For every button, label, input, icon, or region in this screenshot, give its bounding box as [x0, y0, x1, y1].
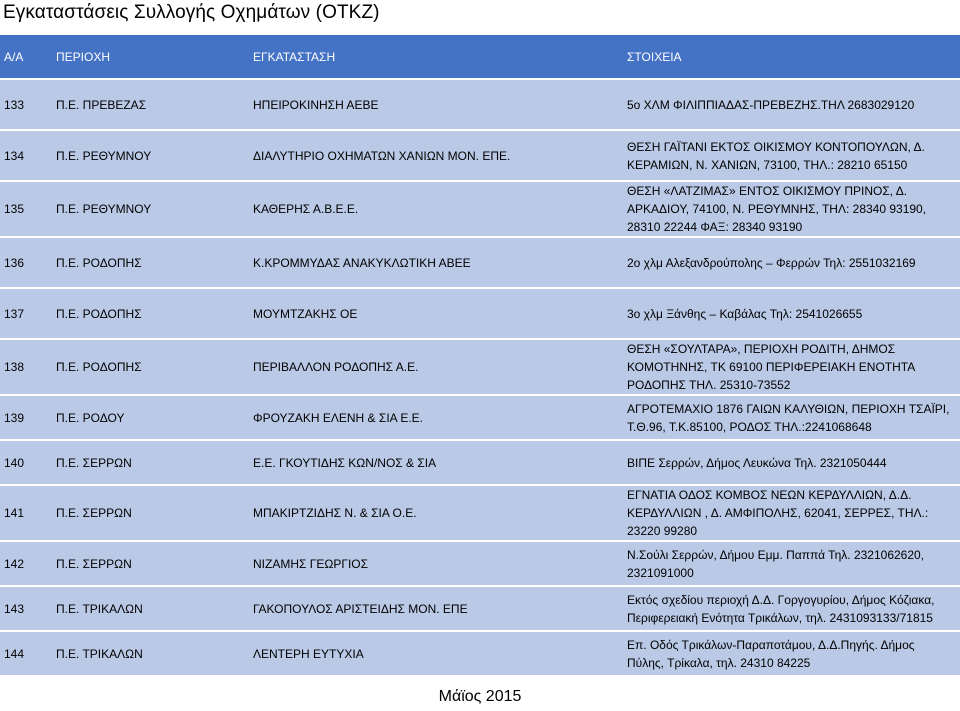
cell-id: 135: [0, 182, 52, 236]
table-header-row: [0, 35, 960, 78]
cell-id: 140: [0, 441, 52, 484]
header-facility: ΕΓΚΑΤΑΣΤΑΣΗ: [249, 35, 623, 78]
cell-details: ΕΓΝΑΤΙΑ ΟΔΟΣ ΚΟΜΒΟΣ ΝΕΩΝ ΚΕΡΔΥΛΛΙΩΝ, Δ.Δ. ΚΕΡΔΥΛΛΙΩΝ , Δ. ΑΜΦΙΠΟΛΗΣ, 62041, ΣΕΡΡΕΣ, ΤΗΛ.: 23220 99280: [623, 486, 960, 540]
cell-facility: ΔΙΑΛΥΤΗΡΙΟ ΟΧΗΜΑΤΩΝ ΧΑΝΙΩΝ ΜΟΝ. ΕΠΕ.: [249, 131, 623, 180]
cell-facility: ΜΟΥΜΤΖΑΚΗΣ ΟΕ: [249, 289, 623, 338]
cell-details: ΒΙΠΕ Σερρών, Δήμος Λευκώνα Τηλ. 2321050444: [623, 441, 960, 484]
table-row: [0, 486, 960, 540]
cell-facility: ΝΙΖΑΜΗΣ ΓΕΩΡΓΙΟΣ: [249, 542, 623, 585]
cell-id: 138: [0, 340, 52, 394]
cell-facility: ΠΕΡΙΒΑΛΛΟΝ ΡΟΔΟΠΗΣ Α.Ε.: [249, 340, 623, 394]
header-id: Α/Α: [0, 35, 52, 78]
cell-region: Π.Ε. ΤΡΙΚΑΛΩΝ: [52, 587, 249, 630]
cell-id: 141: [0, 486, 52, 540]
table-row: [0, 542, 960, 585]
cell-facility: Ε.Ε. ΓΚΟΥΤΙΔΗΣ ΚΩΝ/ΝΟΣ & ΣΙΑ: [249, 441, 623, 484]
cell-details: Εκτός σχεδίου περιοχή Δ.Δ. Γοργογυρίου, Δήμος Κόζιακα, Περιφερειακή Ενότητα Τρικάλων, τηλ. 2431093133/71815: [623, 587, 960, 630]
cell-region: Π.Ε. ΡΟΔΟΥ: [52, 396, 249, 439]
table-row: [0, 131, 960, 180]
cell-facility: Κ.ΚΡΟΜΜΥΔΑΣ ΑΝΑΚΥΚΛΩΤΙΚΗ ΑΒΕΕ: [249, 238, 623, 287]
cell-details: Ν.Σούλι Σερρών, Δήμου Εμμ. Παππά Τηλ. 2321062620, 2321091000: [623, 542, 960, 585]
facilities-table: [0, 33, 960, 677]
table-row: [0, 587, 960, 630]
table-row: [0, 289, 960, 338]
table-row: [0, 632, 960, 675]
table-row: [0, 80, 960, 129]
footer-date: Μάϊος 2015: [438, 688, 522, 705]
cell-region: Π.Ε. ΡΟΔΟΠΗΣ: [52, 289, 249, 338]
cell-facility: ΚΑΘΕΡΗΣ Α.Β.Ε.Ε.: [249, 182, 623, 236]
cell-id: 139: [0, 396, 52, 439]
cell-id: 137: [0, 289, 52, 338]
header-details: ΣΤΟΙΧΕΙΑ: [623, 35, 960, 78]
cell-region: Π.Ε. ΡΕΘΥΜΝΟΥ: [52, 131, 249, 180]
cell-id: 142: [0, 542, 52, 585]
cell-details: ΘΕΣΗ «ΛΑΤΖΙΜΑΣ» ΕΝΤΟΣ ΟΙΚΙΣΜΟΥ ΠΡΙΝΟΣ, Δ. ΑΡΚΑΔΙΟΥ, 74100, Ν. ΡΕΘΥΜΝΗΣ, ΤΗΛ: 28340 93190, 28310 22244 ΦΑΞ: 28340 93190: [623, 182, 960, 236]
table-row: [0, 182, 960, 236]
cell-facility: ΗΠΕΙΡΟΚΙΝΗΣΗ ΑΕΒΕ: [249, 80, 623, 129]
table-row: [0, 238, 960, 287]
cell-id: 136: [0, 238, 52, 287]
header-region: ΠΕΡΙΟΧΗ: [52, 35, 249, 78]
cell-region: Π.Ε. ΡΕΘΥΜΝΟΥ: [52, 182, 249, 236]
cell-id: 134: [0, 131, 52, 180]
table-row: [0, 340, 960, 394]
page-title: Εγκαταστάσεις Συλλογής Οχημάτων (ΟΤΚΖ): [3, 2, 380, 23]
cell-region: Π.Ε. ΡΟΔΟΠΗΣ: [52, 340, 249, 394]
cell-region: Π.Ε. ΣΕΡΡΩΝ: [52, 542, 249, 585]
cell-facility: ΜΠΑΚΙΡΤΖΙΔΗΣ Ν. & ΣΙΑ Ο.Ε.: [249, 486, 623, 540]
cell-details: ΑΓΡΟΤΕΜΑΧΙΟ 1876 ΓΑΙΩΝ ΚΑΛΥΘΙΩΝ, ΠΕΡΙΟΧΗ ΤΣΑΪΡΙ, Τ.Θ.96, Τ.Κ.85100, ΡΟΔΟΣ ΤΗΛ.:2241068648: [623, 396, 960, 439]
cell-id: 143: [0, 587, 52, 630]
cell-facility: ΓΑΚΟΠΟΥΛΟΣ ΑΡΙΣΤΕΙΔΗΣ ΜΟΝ. ΕΠΕ: [249, 587, 623, 630]
table-row: [0, 396, 960, 439]
cell-region: Π.Ε. ΤΡΙΚΑΛΩΝ: [52, 632, 249, 675]
cell-details: 3ο χλμ Ξάνθης – Καβάλας Τηλ: 2541026655: [623, 289, 960, 338]
cell-facility: ΛΕΝΤΕΡΗ ΕΥΤΥΧΙΑ: [249, 632, 623, 675]
table-row: [0, 441, 960, 484]
cell-details: ΘΕΣΗ «ΣΟΥΛΤΑΡΑ», ΠΕΡΙΟΧΗ ΡΟΔΙΤΗ, ΔΗΜΟΣ ΚΟΜΟΤΗΝΗΣ, ΤΚ 69100 ΠΕΡΙΦΕΡΕΙΑΚΗ ΕΝΟΤΗΤΑ ΡΟΔΟΠΗΣ ΤΗΛ. 25310-73552: [623, 340, 960, 394]
cell-id: 144: [0, 632, 52, 675]
cell-details: 5ο ΧΛΜ ΦΙΛΙΠΠΙΑΔΑΣ-ΠΡΕΒΕΖΗΣ.ΤΗΛ 2683029120: [623, 80, 960, 129]
cell-region: Π.Ε. ΣΕΡΡΩΝ: [52, 486, 249, 540]
cell-facility: ΦΡΟΥΖΑΚΗ ΕΛΕΝΗ & ΣΙΑ Ε.Ε.: [249, 396, 623, 439]
cell-region: Π.Ε. ΠΡΕΒΕΖΑΣ: [52, 80, 249, 129]
cell-region: Π.Ε. ΡΟΔΟΠΗΣ: [52, 238, 249, 287]
cell-details: ΘΕΣΗ ΓΑΪΤΑΝΙ ΕΚΤΟΣ ΟΙΚΙΣΜΟΥ ΚΟΝΤΟΠΟΥΛΩΝ, Δ. ΚΕΡΑΜΙΩΝ, Ν. ΧΑΝΙΩΝ, 73100, ΤΗΛ.: 28210 65150: [623, 131, 960, 180]
cell-details: Επ. Οδός Τρικάλων-Παραποτάμου, Δ.Δ.Πηγής. Δήμος Πύλης, Τρίκαλα, τηλ. 24310 84225: [623, 632, 960, 675]
cell-id: 133: [0, 80, 52, 129]
cell-region: Π.Ε. ΣΕΡΡΩΝ: [52, 441, 249, 484]
cell-details: 2ο χλμ Αλεξανδρούπολης – Φερρών Τηλ: 2551032169: [623, 238, 960, 287]
